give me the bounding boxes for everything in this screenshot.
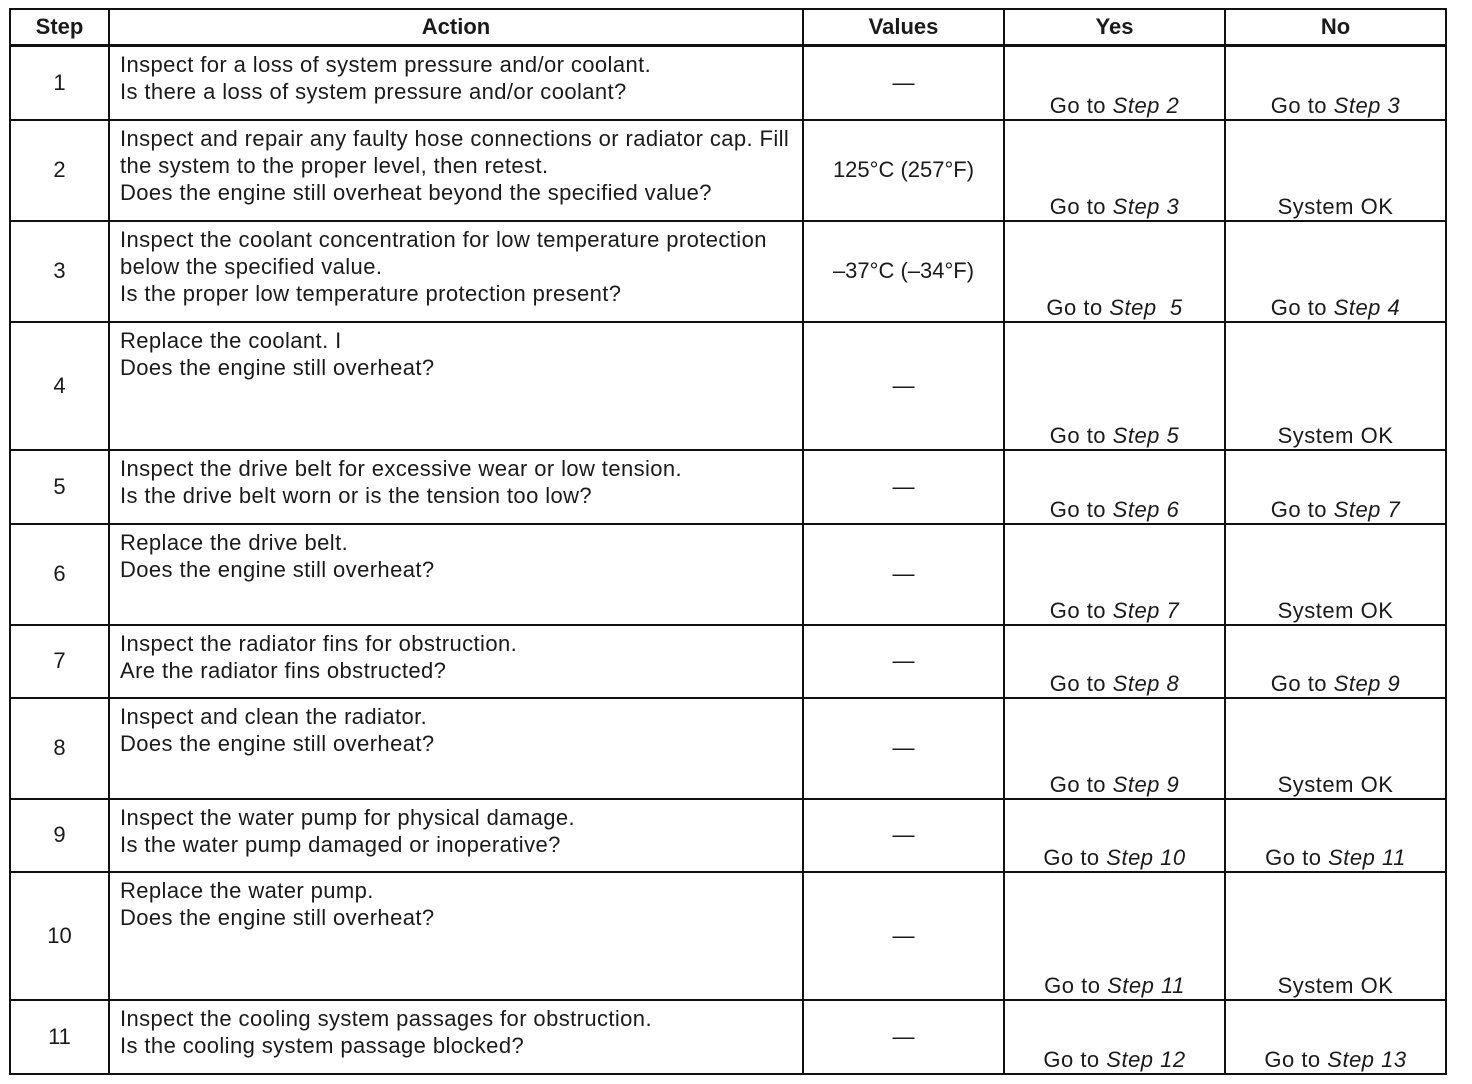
value-cell: — [803, 322, 1004, 450]
no-cell [1225, 46, 1446, 120]
action-cell [109, 698, 803, 799]
no-prefix: System OK [1277, 972, 1394, 998]
no-cell [1225, 799, 1446, 872]
table-row [10, 625, 1446, 698]
action-question: Does the engine still overheat? [120, 354, 435, 380]
yes-step-link[interactable]: Step 3 [1112, 193, 1180, 219]
action-cell [109, 322, 803, 450]
table-row [10, 698, 1446, 799]
yes-cell [1004, 120, 1225, 221]
no-prefix: Go to [1270, 92, 1334, 118]
no-prefix: System OK [1277, 771, 1394, 797]
step-number: 5 [10, 450, 109, 524]
no-cell [1225, 872, 1446, 1000]
action-question: Is the cooling system passage blocked? [120, 1032, 525, 1058]
diagnostic-table [9, 8, 1447, 1075]
header-step: Step [10, 9, 109, 46]
action-text: Replace the coolant. I [120, 327, 342, 353]
action-cell [109, 450, 803, 524]
step-number: 2 [10, 120, 109, 221]
yes-cell [1004, 872, 1225, 1000]
action-cell [109, 799, 803, 872]
table-row [10, 872, 1446, 1000]
no-prefix: Go to [1264, 1046, 1328, 1072]
no-cell [1225, 120, 1446, 221]
action-text: Inspect and clean the radiator. [120, 703, 428, 729]
value-cell: — [803, 46, 1004, 120]
no-prefix: System OK [1277, 193, 1394, 219]
yes-step-link[interactable]: Step 5 [1109, 294, 1183, 320]
header-row [10, 9, 1446, 46]
action-cell [109, 120, 803, 221]
action-cell [109, 46, 803, 120]
action-text: Replace the water pump. [120, 877, 374, 903]
no-prefix: System OK [1277, 597, 1394, 623]
yes-step-link[interactable]: Step 6 [1112, 496, 1180, 522]
action-cell [109, 625, 803, 698]
yes-cell [1004, 625, 1225, 698]
yes-cell [1004, 799, 1225, 872]
step-number: 8 [10, 698, 109, 799]
header-yes: Yes [1004, 9, 1225, 46]
value-cell: — [803, 799, 1004, 872]
table-row [10, 1000, 1446, 1074]
action-cell [109, 524, 803, 625]
yes-prefix: Go to [1049, 496, 1113, 522]
table-row [10, 450, 1446, 524]
no-prefix: Go to [1270, 496, 1334, 522]
yes-cell [1004, 698, 1225, 799]
step-number: 10 [10, 872, 109, 1000]
action-text: Inspect the cooling system passages for obstruction. [120, 1005, 652, 1031]
no-cell [1225, 322, 1446, 450]
action-question: Does the engine still overheat? [120, 730, 435, 756]
no-cell [1225, 698, 1446, 799]
yes-prefix: Go to [1049, 771, 1113, 797]
action-question: Are the radiator fins obstructed? [120, 657, 447, 683]
table-row [10, 322, 1446, 450]
action-text: Replace the drive belt. [120, 529, 349, 555]
yes-step-link[interactable]: Step 12 [1106, 1046, 1186, 1072]
action-cell [109, 1000, 803, 1074]
no-step-link[interactable]: Step 3 [1333, 92, 1401, 118]
no-step-link[interactable]: Step 9 [1333, 670, 1401, 696]
yes-step-link[interactable]: Step 8 [1112, 670, 1180, 696]
action-question: Does the engine still overheat beyond the specified value? [120, 179, 712, 205]
no-step-link[interactable]: Step 13 [1327, 1046, 1407, 1072]
yes-cell [1004, 46, 1225, 120]
action-question: Is the proper low temperature protection present? [120, 280, 622, 306]
action-question: Does the engine still overheat? [120, 904, 435, 930]
yes-prefix: Go to [1049, 92, 1113, 118]
yes-cell [1004, 524, 1225, 625]
value-cell: –37°C (–34°F) [803, 221, 1004, 322]
action-question: Does the engine still overheat? [120, 556, 435, 582]
no-cell [1225, 524, 1446, 625]
no-cell [1225, 1000, 1446, 1074]
no-cell [1225, 221, 1446, 322]
yes-step-link[interactable]: Step 11 [1107, 972, 1185, 998]
action-text: Inspect and repair any faulty hose connections or radiator cap. Fill the system to the proper level, then retest. [120, 125, 790, 178]
step-number: 11 [10, 1000, 109, 1074]
step-number: 1 [10, 46, 109, 120]
no-step-link[interactable]: Step 11 [1328, 844, 1406, 870]
yes-prefix: Go to [1049, 670, 1113, 696]
value-cell: — [803, 872, 1004, 1000]
action-cell [109, 221, 803, 322]
yes-step-link[interactable]: Step 2 [1112, 92, 1180, 118]
no-cell [1225, 450, 1446, 524]
step-number: 4 [10, 322, 109, 450]
no-step-link[interactable]: Step 4 [1333, 294, 1401, 320]
action-question: Is the drive belt worn or is the tension too low? [120, 482, 593, 508]
action-text: Inspect the drive belt for excessive wear or low tension. [120, 455, 683, 481]
table-row [10, 221, 1446, 322]
action-question: Is the water pump damaged or inoperative? [120, 831, 561, 857]
action-question: Is there a loss of system pressure and/or coolant? [120, 79, 627, 104]
no-step-link[interactable]: Step 7 [1333, 496, 1401, 522]
action-text: Inspect the radiator fins for obstruction. [120, 630, 518, 656]
header-values: Values [803, 9, 1004, 46]
yes-prefix: Go to [1043, 844, 1107, 870]
value-cell: — [803, 450, 1004, 524]
yes-step-link[interactable]: Step 10 [1106, 844, 1186, 870]
step-number: 9 [10, 799, 109, 872]
yes-prefix: Go to [1049, 597, 1113, 623]
yes-step-link[interactable]: Step 7 [1112, 597, 1180, 623]
no-prefix: Go to [1265, 844, 1329, 870]
value-cell: — [803, 1000, 1004, 1074]
header-action: Action [109, 9, 803, 46]
header-no: No [1225, 9, 1446, 46]
yes-prefix: Go to [1049, 193, 1113, 219]
yes-cell [1004, 221, 1225, 322]
step-number: 3 [10, 221, 109, 322]
yes-cell [1004, 1000, 1225, 1074]
no-cell [1225, 625, 1446, 698]
action-cell [109, 872, 803, 1000]
yes-prefix: Go to [1044, 972, 1108, 998]
action-text: Inspect the coolant concentration for low temperature protection below the specified value. [120, 226, 767, 279]
value-cell: — [803, 625, 1004, 698]
yes-prefix: Go to [1049, 422, 1113, 448]
yes-prefix: Go to [1043, 1046, 1107, 1072]
table-row [10, 46, 1446, 120]
no-prefix: Go to [1270, 294, 1334, 320]
value-cell: 125°C (257°F) [803, 120, 1004, 221]
table-row [10, 799, 1446, 872]
step-number: 7 [10, 625, 109, 698]
yes-cell [1004, 450, 1225, 524]
yes-prefix: Go to [1046, 294, 1110, 320]
action-text: Inspect the water pump for physical damage. [120, 804, 575, 830]
yes-step-link[interactable]: Step 9 [1112, 771, 1180, 797]
yes-step-link[interactable]: Step 5 [1112, 422, 1180, 448]
step-number: 6 [10, 524, 109, 625]
action-text: Inspect for a loss of system pressure and/or coolant. [120, 52, 652, 77]
table-row [10, 120, 1446, 221]
no-prefix: Go to [1270, 670, 1334, 696]
value-cell: — [803, 698, 1004, 799]
yes-cell [1004, 322, 1225, 450]
value-cell: — [803, 524, 1004, 625]
table-row [10, 524, 1446, 625]
no-prefix: System OK [1277, 422, 1394, 448]
